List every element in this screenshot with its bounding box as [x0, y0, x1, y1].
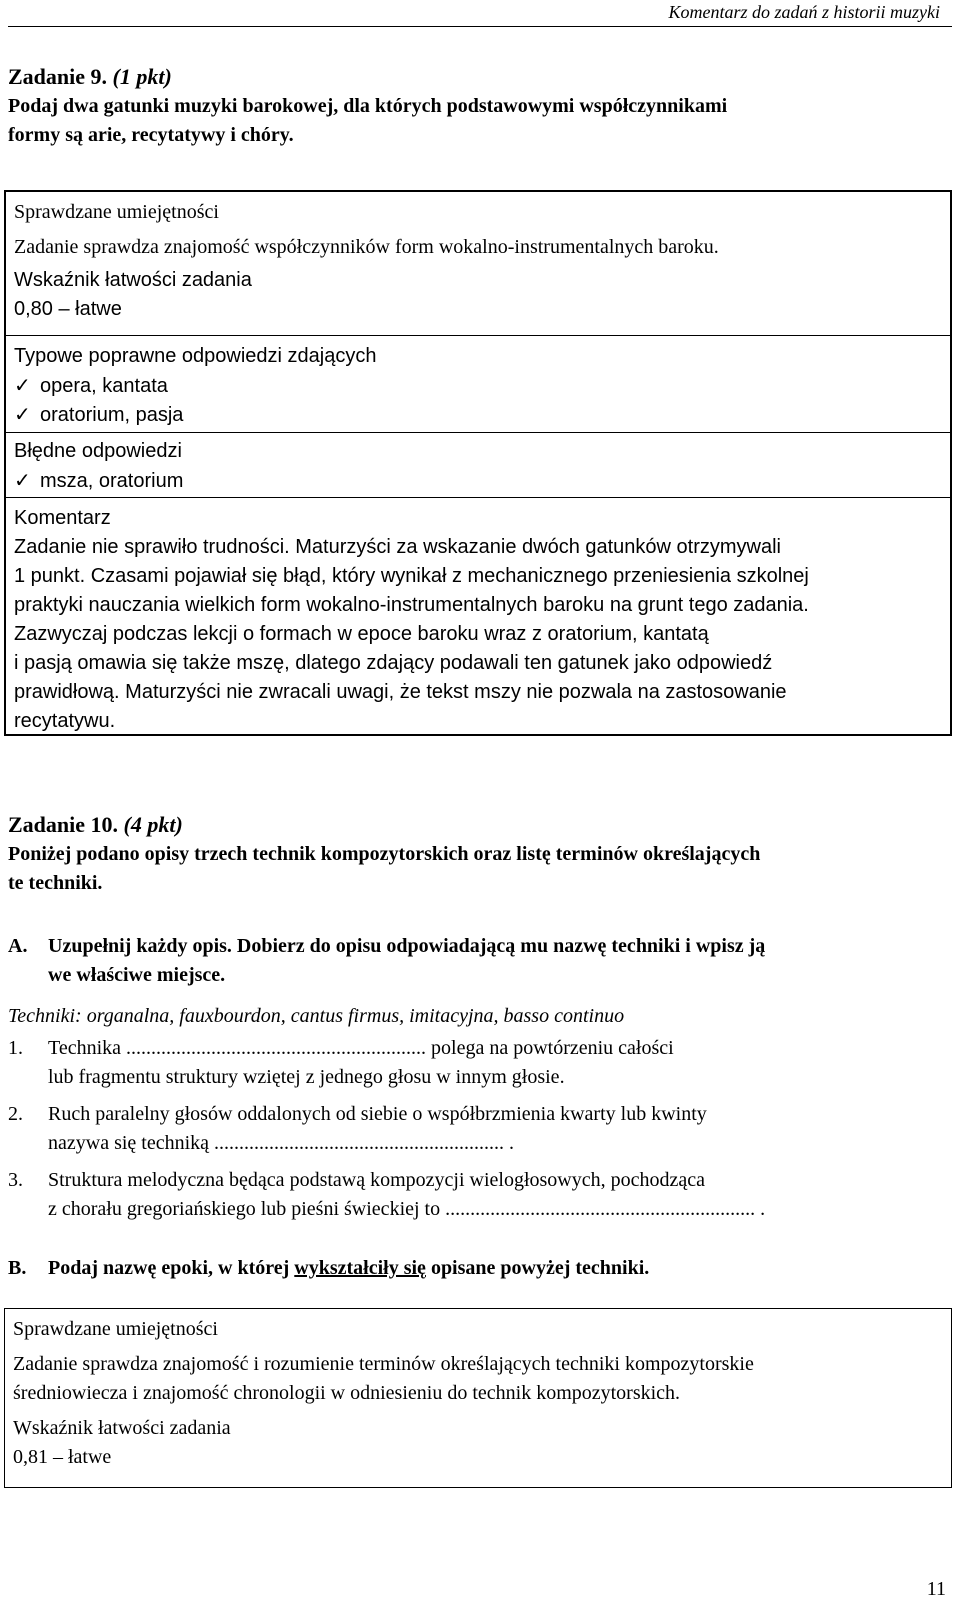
task10-intro-line2: te techniki.: [8, 872, 103, 894]
task9-number: Zadanie 9.: [8, 64, 108, 89]
task9-skills-title: Sprawdzane umiejętności: [14, 201, 219, 223]
checkmark-icon: ✓: [14, 402, 31, 426]
page-number: 11: [926, 1578, 946, 1600]
task10-part-a: [8, 932, 952, 1031]
task10-skills-line1: Zadanie sprawdza znajomość i rozumienie terminów określających techniki kompozytorskie: [13, 1353, 754, 1375]
task10-intro-line1: Poniżej podano opisy trzech technik kompozytorskich oraz listę terminów określających: [8, 843, 761, 865]
task9-wrong-section: [6, 433, 950, 498]
task10-b-underlined: wykształciły się: [294, 1257, 426, 1279]
task10-part-b: [8, 1254, 952, 1283]
item3-number: 3.: [8, 1169, 23, 1191]
task9-skills-section: [6, 192, 950, 336]
item3-line2: z chorału gregoriańskiego lub pieśni świeckiej to .............................................................. .: [48, 1198, 766, 1220]
task9-correct-answer-1: opera, kantata: [40, 375, 168, 397]
task10-heading: [8, 810, 952, 898]
task9-comment-line3: praktyki nauczania wielkich form wokalno-instrumentalnych baroku na grunt tego zadania.: [14, 594, 809, 616]
item3-line1: Struktura melodyczna będąca podstawą kompozycji wielogłosowych, pochodząca: [48, 1169, 706, 1191]
task9-correct-answer-2: oratorium, pasja: [40, 404, 184, 426]
item1-line2: lub fragmentu struktury wziętej z jednego głosu w innym głosie.: [48, 1066, 565, 1088]
task9-comment-section: [6, 498, 950, 736]
task9-comment-title: Komentarz: [14, 507, 111, 529]
item2-number: 2.: [8, 1103, 23, 1125]
task10-b-pre: Podaj nazwę epoki, w której: [48, 1257, 290, 1279]
task9-points: (1 pkt): [112, 64, 172, 89]
task9-difficulty-title: Wskaźnik łatwości zadania: [14, 269, 252, 291]
page-header: [8, 0, 952, 27]
task9-comment-line6: prawidłową. Maturzyści nie zwracali uwagi, że tekst mszy nie pozwala na zastosowanie: [14, 681, 787, 703]
task10-items: [8, 1034, 952, 1224]
task10-a-label: A.: [8, 935, 28, 957]
task10-techniques-list: Techniki: organalna, fauxbourdon, cantus firmus, imitacyjna, basso continuo: [8, 1005, 625, 1027]
task10-skills-line2: średniowiecza i znajomość chronologii w odniesieniu do technik kompozytorskich.: [13, 1382, 681, 1404]
item1-number: 1.: [8, 1037, 23, 1059]
task9-commentary-box: [4, 190, 952, 736]
task10-difficulty-value: 0,81 – łatwe: [13, 1446, 112, 1468]
task9-wrong-answer-1: msza, oratorium: [40, 470, 184, 492]
task10-number: Zadanie 10.: [8, 812, 119, 837]
checkmark-icon: ✓: [14, 373, 31, 397]
task9-question-line1: Podaj dwa gatunki muzyki barokowej, dla których podstawowymi współczynnikami: [8, 95, 728, 117]
task9-correct-section: [6, 336, 950, 433]
header-title: Komentarz do zadań z historii muzyki: [668, 2, 940, 22]
task9-wrong-title: Błędne odpowiedzi: [14, 440, 182, 462]
checkmark-icon: ✓: [14, 468, 31, 492]
task9-heading: [8, 62, 952, 150]
item2-line2: nazywa się techniką .......................................................... .: [48, 1132, 515, 1154]
task9-difficulty-value: 0,80 – łatwe: [14, 298, 122, 320]
task10-points: (4 pkt): [123, 812, 183, 837]
item2-line1: Ruch paralelny głosów oddalonych od siebie o współbrzmienia kwarty lub kwinty: [48, 1103, 707, 1125]
task9-comment-line7: recytatywu.: [14, 710, 116, 732]
task9-skills-text: Zadanie sprawdza znajomość współczynników form wokalno-instrumentalnych baroku.: [14, 236, 719, 258]
task9-comment-line2: 1 punkt. Czasami pojawiał się błąd, który wynikał z mechanicznego przeniesienia szkolnej: [14, 565, 809, 587]
task9-comment-line1: Zadanie nie sprawiło trudności. Maturzyści za wskazanie dwóch gatunków otrzymywali: [14, 536, 781, 558]
task10-a-line2: we właściwe miejsce.: [48, 964, 226, 986]
item1-line1: Technika ............................................................ polega na powtórzeniu całości: [48, 1037, 674, 1059]
task10-b-post: opisane powyżej techniki.: [430, 1257, 650, 1279]
task10-difficulty-title: Wskaźnik łatwości zadania: [13, 1417, 231, 1439]
task9-question-line2: formy są arie, recytatywy i chóry.: [8, 124, 294, 146]
task10-commentary-box: [4, 1308, 952, 1488]
task9-comment-line4: Zazwyczaj podczas lekcji o formach w epoce baroku wraz z oratorium, kantatą: [14, 623, 709, 645]
task10-a-line1: Uzupełnij każdy opis. Dobierz do opisu odpowiadającą mu nazwę techniki i wpisz ją: [48, 935, 766, 957]
task9-comment-line5: i pasją omawia się także mszę, dlatego zdający podawali ten gatunek jako odpowiedź: [14, 652, 773, 674]
task10-b-label: B.: [8, 1257, 27, 1279]
task10-skills-title: Sprawdzane umiejętności: [13, 1318, 218, 1340]
task9-correct-title: Typowe poprawne odpowiedzi zdających: [14, 345, 377, 367]
